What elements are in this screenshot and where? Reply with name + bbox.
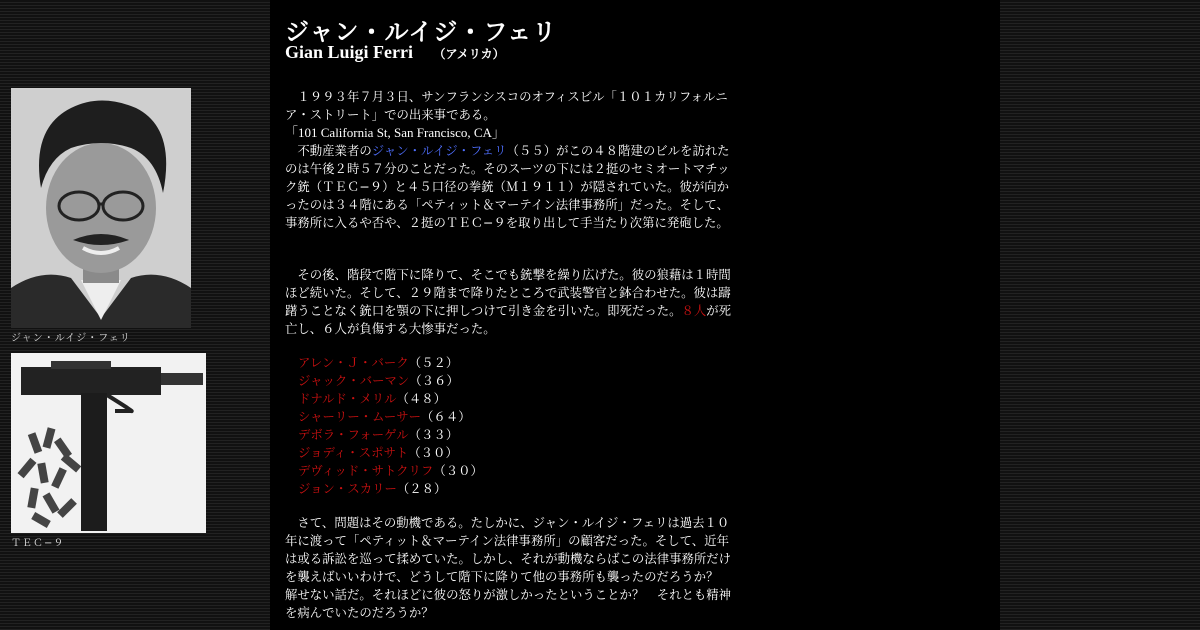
list-item	[298, 444, 483, 462]
victim-name: ジャック・バーマン	[298, 373, 410, 388]
list-item	[298, 462, 483, 480]
gun-caption: ＴＥＣ−９	[11, 538, 65, 549]
paragraph-1-text: １９９３年７月３日、サンフランシスコのオフィスビル「１０１カリフォルニア・ストリート」での出来事である。	[285, 89, 728, 122]
victim-age: （３３）	[408, 427, 459, 442]
portrait-caption: ジャン・ルイジ・フェリ	[11, 333, 131, 344]
list-item	[298, 480, 483, 498]
victim-age: （３０）	[433, 463, 483, 478]
page-title-jp: ジャン・ルイジ・フェリ	[285, 18, 558, 46]
victim-name: アレン・Ｊ・バーク	[298, 355, 409, 370]
right-sidebar	[1000, 0, 1200, 630]
ferri-link[interactable]: ジャン・ルイジ・フェリ	[371, 143, 507, 158]
portrait-photo	[11, 88, 191, 328]
victim-name: ジョディ・スポサト	[298, 445, 409, 460]
paragraph-3-after: が死亡し、６人が負傷する大惨事だった。	[285, 303, 732, 336]
victim-age: （５２）	[408, 355, 459, 370]
article-paragraph-1	[285, 88, 741, 232]
list-item	[298, 372, 483, 390]
victim-age: （４８）	[396, 391, 447, 406]
title-en-name: Gian Luigi Ferri	[285, 42, 413, 62]
paragraph-3-before: その後、階段で階下に降りて、そこでも銃撃を繰り広げた。彼の狼藉は１時間ほど続いた。そして、２９階まで降りたところで武装警官と鉢合わせた。彼は躊躇うことなく銃口を顎の下に押しつけて引き金を引いた。即死だった。	[285, 267, 731, 318]
victim-name: デボラ・フォーゲル	[298, 427, 409, 442]
victim-age: （６４）	[421, 409, 471, 424]
victim-age: （３６）	[409, 373, 459, 388]
victims-list	[298, 354, 483, 498]
page-title-en	[285, 42, 505, 63]
article-paragraph-3	[285, 266, 741, 338]
left-sidebar	[0, 0, 270, 630]
main-content	[270, 0, 1000, 630]
victim-age: （２８）	[396, 481, 447, 496]
address-line: 「101 California St, San Francisco, CA」	[285, 125, 505, 140]
paragraph-2-after: （５５）がこの４８階建のビルを訪れたのは午後２時５７分のことだった。そのスーツの下には２挺のセミオートマチック銃（ＴＥＣ−９）と４５口径の拳銃（Ｍ１９１１）が隠されていた。彼が向かったのは３４階にある「ペティット＆マーテイン法律事務所」だった。そして、事務所に入るや否や、２挺のＴＥＣ−９を取り出して手当たり次第に発砲した。	[285, 143, 730, 230]
list-item	[298, 354, 483, 372]
list-item	[298, 408, 483, 426]
victim-name: ドナルド・メリル	[298, 391, 397, 406]
gun-photo	[11, 353, 206, 533]
article-paragraph-4: さて、問題はその動機である。たしかに、ジャン・ルイジ・フェリは過去１０年に渡って「ペティット＆マーテイン法律事務所」の顧客だった。そして、近年は或る訴訟を巡って揉めていた。しかし、それが動機ならばこの法律事務所だけを襲えばいいわけで、どうして階下に降りて他の事務所も襲ったのだろうか？ 解せない話だ。それほどに彼の怒りが激しかったということか？ それとも精神を病んでいたのだろうか？	[285, 515, 732, 620]
victim-name: ジョン・スカリー	[298, 481, 397, 496]
victim-name: デヴィッド・サトクリフ	[298, 463, 434, 478]
list-item	[298, 390, 483, 408]
victim-name: シャーリー・ムーサー	[298, 409, 422, 424]
paragraph-2	[285, 142, 741, 232]
victim-age: （３０）	[408, 445, 458, 460]
death-count: ８人	[681, 303, 707, 318]
paragraph-2-before: 不動産業者の	[285, 143, 372, 158]
title-country: （アメリカ）	[433, 47, 505, 61]
list-item	[298, 426, 483, 444]
